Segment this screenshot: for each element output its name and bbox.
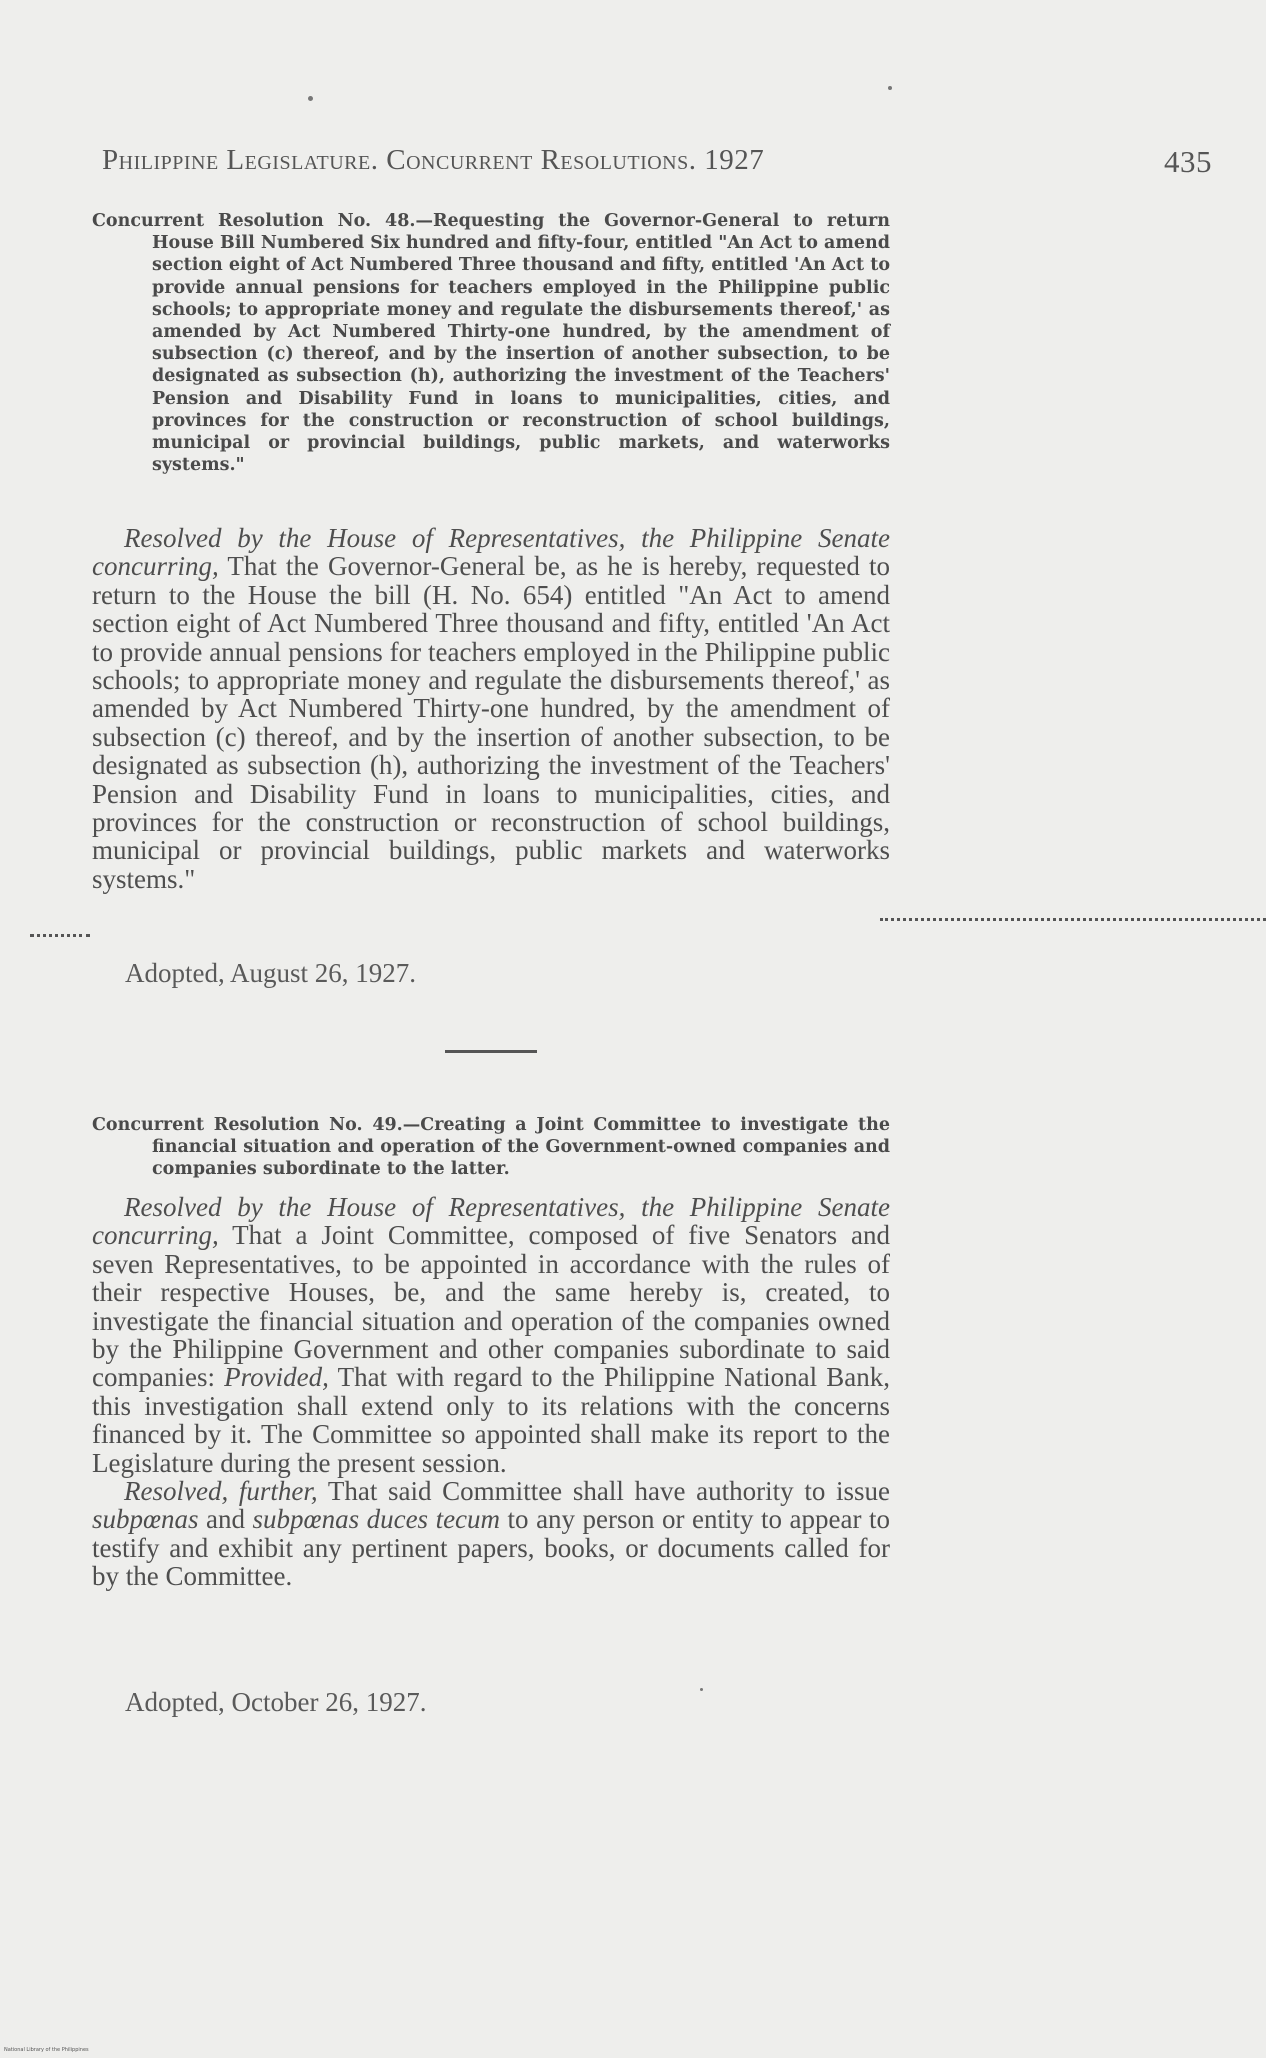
resolution-49-adopted: Adopted, October 26, 1927. <box>125 1687 427 1717</box>
resolution-48-text: That the Governor-General be, as he is hereby, requested to return to the House the bill (H. No. 654) entitled "An Act to amend section eight of Act Numbered Three thousand and fifty, entitled 'An Act to provide annual pensions for teachers employed in the Philippine public schools; to appropriate money and regulate the disbursements thereof,' as amended by Act Numbered Thirty-one hundred, by the amendment of subsection (c) thereof, and by the insertion of another subsection, to be designated as subsection (h), authorizing the investment of the Teachers' Pension and Disability Fund in loans to municipalities, cities, and provinces for the construction or reconstruction of school buildings, municipal or provincial buildings, public markets and waterworks systems." <box>92 551 890 894</box>
resolution-48-caption: Concurrent Resolution No. 48.—Requesting the Governor-General to return House Bill Numbered Six hundred and fifty-four, entitled "An Act to amend section eight of Act Numbered Three thousand and fifty, entitled 'An Act to provide annual pensions for teachers employed in the Philippine public schools; to appropriate money and regulate the disbursements thereof,' as amended by Act Numbered Thirty-one hundred, by the amendment of subsection (c) thereof, and by the insertion of another subsection, to be designated as subsection (h), authorizing the investment of the Teachers' Pension and Disability Fund in loans to municipalities, cities, and provinces for the construction or reconstruction of school buildings, municipal or provincial buildings, public markets, and waterworks systems." <box>92 211 890 476</box>
page-header <box>102 144 1212 184</box>
further-text-1: That said Committee shall have authority to issue <box>317 1476 890 1507</box>
further-text-3: to any person or entity to appear to testify and exhibit any pertinent papers, books, or documents called for by the Committee. <box>92 1504 891 1592</box>
resolution-49-caption: Concurrent Resolution No. 49.—Creating a Joint Committee to investigate the financial situation and operation of the Government-owned companies and companies subordinate to the latter. <box>92 1115 890 1180</box>
source-footer-note: National Library of the Philippines <box>4 2047 89 2053</box>
further-text-2: and <box>198 1504 253 1535</box>
resolution-48-adopted: Adopted, August 26, 1927. <box>125 958 417 988</box>
resolution-49-text-1: That a Joint Committee, composed of five Senators and seven Representatives, to be appointed in accordance with the rules of their respective Houses, be, and the same hereby is, created, to investigate the financial situation and operation of the companies owned by the Philippine Government and other companies subordinate to said companies: <box>92 1220 890 1393</box>
resolved-further-clause: Resolved, further, <box>124 1476 318 1507</box>
resolution-49-text-2: That with regard to the Philippine National Bank, this investigation shall extend only to its relations with the concerns financed by it. The Committee so appointed shall make its report to the Legislature during the present session. <box>92 1362 890 1478</box>
scan-dotted-trail-left <box>30 934 90 941</box>
scan-dotted-trail <box>880 918 1266 925</box>
subpoenas-term: subpœnas <box>92 1504 199 1535</box>
running-head: Philippine Legislature. Concurrent Resolutions. 1927 <box>102 144 765 176</box>
provided-clause: Provided, <box>224 1362 329 1393</box>
resolution-48-enacting-clause: Resolved by the House of Representatives, the Philippine Senate concurring, <box>92 523 890 582</box>
resolution-49-body <box>92 1193 890 1591</box>
page-number: 435 <box>1164 144 1212 179</box>
scan-speck <box>700 1688 703 1691</box>
duces-tecum-term: subpœnas duces tecum <box>252 1504 501 1535</box>
scan-speck <box>308 96 313 101</box>
scan-speck <box>888 86 892 90</box>
section-divider <box>445 1050 537 1053</box>
resolution-49-enacting-clause: Resolved by the House of Representatives, the Philippine Senate concurring, <box>92 1192 890 1251</box>
resolution-48-body <box>92 524 890 893</box>
